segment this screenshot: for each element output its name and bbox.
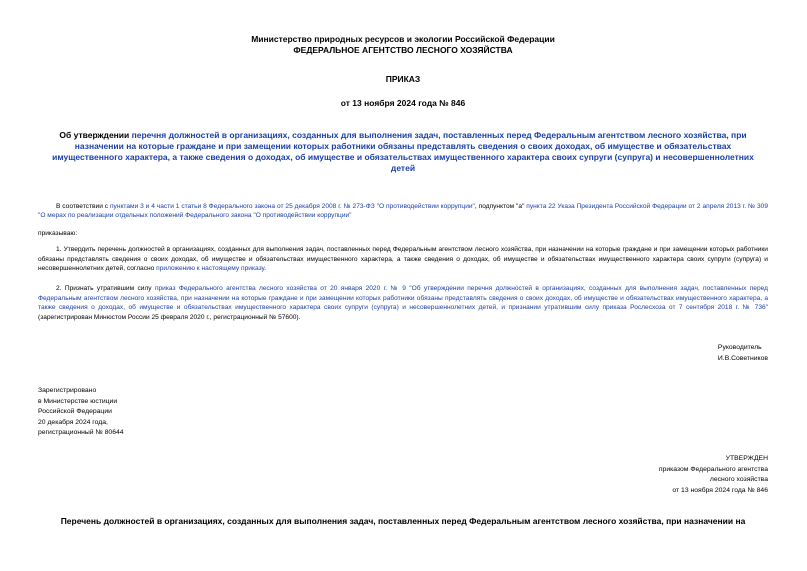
title-prefix: Об утверждении [59,130,132,140]
registration-line-1: Зарегистрировано [38,387,97,394]
title-link[interactable]: перечня должностей в организациях, созданных для выполнения задач, поставленных перед Федеральным агентством лесного хозяйства, при назначении на которые граждане и при замещении которых работники обязаны представлять сведения о своих доходах, об имуществе и обязательствах имущественного характера, а также сведения о доходах, об имуществе и обязательствах имущественного характера своих супруги (супруга) и несовершеннолетних детей [52,130,754,173]
item1-end: . [264,265,267,273]
order-item-1 [38,245,768,273]
appendix-link[interactable]: приложению к настоящему приказу [156,265,265,273]
document-header [38,34,768,56]
signature-block [718,343,768,364]
intro-text-2: , подпунктом "а" [474,203,527,210]
registration-line-3: Российской Федерации [38,408,112,415]
decree-309-link[interactable]: пункта 22 Указа Президента Российской Федерации от 2 апреля 2013 г. № 309 "О мерах по реализации отдельных положений Федерального закона "О противодействии коррупции" [38,203,769,220]
registration-line-2: в Министерстве юстиции [38,397,118,405]
order-item-2 [38,284,768,322]
order-9-link[interactable]: приказ Федерального агентства лесного хозяйства от 20 января 2020 г. № 9 "Об утверждении перечня должностей в организациях, созданных для выполнения задач, поставленных перед Федеральным агентством лесного хозяйства, при назначении на которые граждане и при замещении которых работники обязаны представлять сведения о своих доходах, об имуществе и обязательствах имущественного характера, а также сведения о доходах, об имуществе и обязательствах имущественного характера своих супруги (супруга) и несовершеннолетних детей, и признании утратившим силу приказа Рослесхоза от 7 сентября 2018 г. № 736" [38,285,768,312]
order-date-number: от 13 ноября 2024 года № 846 [340,98,466,108]
approved-line-1: УТВЕРЖДЕН [725,455,768,462]
approved-line-3: лесного хозяйства [709,476,768,483]
ordered-label: приказываю: [38,229,78,237]
approved-line-4: от 13 ноября 2024 года № 846 [672,486,768,494]
approval-block [659,454,768,496]
item2-text: 2. Признать утратившим силу [56,285,155,293]
doc-type: ПРИКАЗ [385,74,421,84]
registration-block [38,386,124,439]
document-title [38,130,768,174]
law-273-link[interactable]: пунктами 3 и 4 части 1 статьи 8 Федерального закона от 25 декабря 2008 г. № 273-ФЗ "О противодействии коррупции" [109,203,475,210]
ministry-name: Министерство природных ресурсов и экологии Российской Федерации [251,34,555,44]
registration-line-4: 20 декабря 2024 года, [38,418,108,426]
item2-end: (зарегистрирован Минюстом России 25 февраля 2020 г., регистрационный № 57600). [38,313,301,321]
registration-line-5: регистрационный № 80644 [38,429,124,436]
signatory-name: И.В.Советников [717,354,768,362]
signatory-role: Руководитель [717,344,762,351]
list-title: Перечень должностей в организациях, созданных для выполнения задач, поставленных перед Федеральным агентством лесного хозяйства, при назначении на [60,516,746,526]
intro-paragraph [38,202,768,221]
item1-text: 1. Утвердить перечень должностей в организациях, созданных для выполнения задач, поставленных перед Федеральным агентством лесного хозяйства, при назначении на которые граждане и при замещении которых работники обязаны представлять сведения о своих доходах, об имуществе и обязательствах имущественного характера, а также сведения о доходах, об имуществе и обязательствах имущественного характера своих супруги (супруга) и несовершеннолетних детей, согласно [38,246,768,273]
agency-name: ФЕДЕРАЛЬНОЕ АГЕНТСТВО ЛЕСНОГО ХОЗЯЙСТВА [293,45,513,55]
approved-line-2: приказом Федерального агентства [658,465,768,473]
intro-text-1: В соответствии с [56,203,110,210]
document-page [38,34,768,322]
